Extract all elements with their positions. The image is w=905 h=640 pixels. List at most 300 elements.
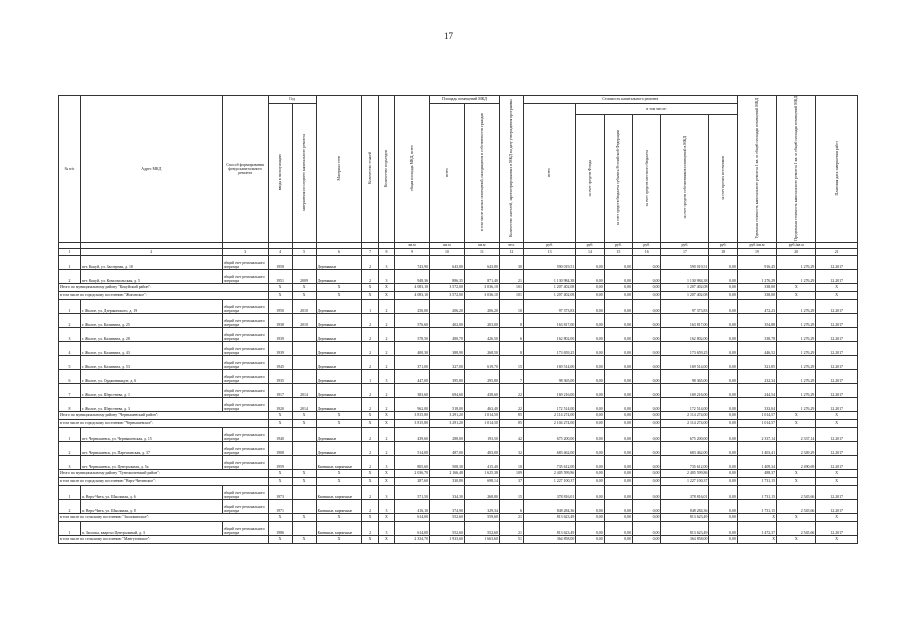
table-cell: 0,00	[709, 356, 737, 370]
summary-cell: X	[816, 536, 858, 544]
summary-cell: 364 858,00	[523, 536, 575, 544]
column-number-cell: 7	[362, 249, 378, 256]
table-cell: 3	[378, 370, 394, 384]
summary-row	[59, 536, 858, 544]
table-cell: 42	[499, 428, 523, 442]
summary-cell: 559,60	[464, 514, 499, 522]
table-cell: 0,00	[604, 428, 632, 442]
table-cell: общий счет регионального оператора	[222, 486, 268, 500]
table-cell: общий счет регионального оператора	[222, 456, 268, 470]
column-number-cell: 12	[499, 249, 523, 256]
table-row	[59, 384, 858, 398]
summary-cell: 0,00	[576, 514, 604, 522]
table-cell: 694,60	[430, 384, 465, 398]
summary-cell: X	[316, 284, 362, 292]
table-cell: 614,00	[395, 522, 430, 536]
table-cell: 683 462,00	[661, 442, 709, 456]
summary-cell: 3 572,00	[430, 284, 465, 292]
column-numbers-row	[59, 249, 858, 256]
table-cell: 0,00	[576, 486, 604, 500]
table-cell	[292, 486, 316, 500]
summary-cell: X	[816, 514, 858, 522]
table-cell: 12.2017	[816, 522, 858, 536]
table-cell: 1986	[268, 522, 292, 536]
summary-cell: 3 572,00	[430, 292, 465, 300]
table-cell: 173 659,25	[523, 342, 575, 356]
summary-cell: 0,00	[604, 412, 632, 420]
table-cell: Деревянные	[316, 328, 362, 342]
table-cell: 2	[378, 342, 394, 356]
table-cell: Каменные, кирпичные	[316, 522, 362, 536]
table-cell: 1908	[268, 442, 292, 456]
summary-cell: X	[316, 478, 362, 486]
table-cell: 0,00	[604, 328, 632, 342]
summary-cell: 0,00	[604, 420, 632, 428]
table-cell: 12.2017	[816, 398, 858, 412]
table-cell: 0,00	[576, 456, 604, 470]
table-cell: 0,00	[604, 270, 632, 284]
table-cell: г. Жилое, ул. Шерстнева, д. 1	[80, 384, 222, 398]
summary-cell: X	[316, 292, 362, 300]
column-number-cell: 14	[576, 249, 604, 256]
summary-row	[59, 412, 858, 420]
table-cell: 735 612,00	[523, 456, 575, 470]
table-cell: 2 337,14	[777, 428, 816, 442]
table-cell: 0,00	[633, 370, 661, 384]
table-cell: 0,00	[709, 428, 737, 442]
table-cell: 2	[362, 500, 378, 514]
summary-label: в том числе по городскому поселению "Верх-Читинское":	[59, 478, 269, 486]
table-cell: 4	[59, 342, 81, 356]
table-cell: Деревянные	[316, 384, 362, 398]
table-row	[59, 356, 858, 370]
table-cell	[292, 256, 316, 270]
summary-cell: 3 036,10	[464, 284, 499, 292]
table-cell: 2	[378, 300, 394, 314]
table-cell	[292, 500, 316, 514]
table-cell: 0,00	[709, 314, 737, 328]
table-row	[59, 314, 858, 328]
summary-cell: 1 207 402,08	[661, 292, 709, 300]
summary-cell: X	[378, 470, 394, 478]
column-number-cell: 6	[316, 249, 362, 256]
summary-cell: 0,00	[633, 478, 661, 486]
summary-cell: X	[292, 420, 316, 428]
table-cell: 0,00	[633, 428, 661, 442]
table-cell: пгт. Чернышевск, ул. Чернышевская, д. 15	[80, 428, 222, 442]
table-cell: 173 659,25	[661, 342, 709, 356]
table-cell: 6	[499, 500, 523, 514]
table-cell: 162 802,00	[523, 328, 575, 342]
table-cell: 1945	[268, 356, 292, 370]
table-cell: общий счет регионального оператора	[222, 356, 268, 370]
table-cell: 2	[362, 428, 378, 442]
table-cell: 2	[378, 314, 394, 328]
table-cell: 206,20	[464, 300, 499, 314]
unit-cell: руб.	[661, 243, 709, 249]
summary-cell: 0,00	[604, 536, 632, 544]
summary-cell: X	[292, 292, 316, 300]
table-cell: 438,60	[464, 384, 499, 398]
table-cell: 1958	[268, 256, 292, 270]
table-cell: 172 514,00	[523, 398, 575, 412]
table-cell: 439,60	[395, 428, 430, 442]
summary-cell: 0,00	[633, 536, 661, 544]
summary-cell: X	[316, 514, 362, 522]
table-cell: 1939	[268, 342, 292, 356]
header-year-repair: завершения последнего капитального ремонта	[292, 104, 316, 243]
table-cell: 0,00	[709, 522, 737, 536]
table-cell: 1 276,29	[777, 356, 816, 370]
summary-cell: 0,00	[604, 514, 632, 522]
table-cell: 590 019,51	[523, 256, 575, 270]
summary-cell: 552,60	[430, 514, 465, 522]
table-cell: 552,60	[464, 522, 499, 536]
table-cell: 0,00	[604, 300, 632, 314]
table-cell: 2	[362, 456, 378, 470]
summary-cell: 0,00	[709, 412, 737, 420]
summary-row	[59, 470, 858, 478]
table-cell: 463,40	[464, 398, 499, 412]
summary-cell: X	[378, 412, 394, 420]
table-cell: 2014	[292, 384, 316, 398]
summary-cell: 0,00	[709, 420, 737, 428]
table-cell: 1	[59, 522, 81, 536]
summary-row	[59, 478, 858, 486]
summary-cell: 0,00	[633, 514, 661, 522]
table-cell: 0,00	[633, 256, 661, 270]
summary-cell: 2 036,70	[395, 470, 430, 478]
table-cell: 378 816,01	[523, 486, 575, 500]
table-cell: 552,60	[430, 522, 465, 536]
table-cell: 203,00	[464, 314, 499, 328]
summary-cell: 614,00	[395, 514, 430, 522]
summary-cell: 2 114 274,00	[661, 420, 709, 428]
table-cell: 0,00	[709, 370, 737, 384]
header-floors: Количество этажей	[362, 96, 378, 243]
unit-cell: руб./кв.м	[737, 243, 776, 249]
table-cell: 334,30	[430, 486, 465, 500]
summary-cell: 813 623,49	[523, 514, 575, 522]
summary-cell: 0,00	[633, 412, 661, 420]
table-cell: 1 130 984,38	[661, 270, 709, 284]
summary-cell: X	[816, 470, 858, 478]
summary-cell: 1 207 402,08	[661, 284, 709, 292]
summary-cell: X	[777, 536, 816, 544]
table-cell: 0,00	[633, 384, 661, 398]
summary-cell: X	[268, 514, 292, 522]
table-cell: 3	[59, 456, 81, 470]
table-cell: 1 276,29	[777, 314, 816, 328]
column-number-cell: 15	[604, 249, 632, 256]
summary-cell: 1 731,15	[737, 478, 776, 486]
summary-cell: X	[292, 470, 316, 478]
table-cell: 2 545,66	[777, 500, 816, 514]
table-cell: Деревянные	[316, 300, 362, 314]
table-cell: 206,20	[430, 300, 465, 314]
table-cell: 12.2017	[816, 256, 858, 270]
summary-cell: X	[362, 514, 378, 522]
table-cell: 415,40	[464, 456, 499, 470]
table-cell: 3	[59, 328, 81, 342]
table-cell: 12.2017	[816, 342, 858, 356]
table-cell: 0,00	[633, 270, 661, 284]
table-cell: 0,00	[633, 456, 661, 470]
table-cell: 2	[378, 356, 394, 370]
table-cell: 1	[362, 300, 378, 314]
table-cell: г. Жилое, ул. Калинина, д. 28	[80, 328, 222, 342]
summary-cell: 2 104 274,00	[523, 420, 575, 428]
table-cell: 163 817,00	[661, 314, 709, 328]
summary-cell: 0,00	[709, 478, 737, 486]
table-cell: 3	[378, 456, 394, 470]
summary-cell: 0,00	[576, 478, 604, 486]
table-cell: 193,50	[464, 428, 499, 442]
table-cell: 578,50	[395, 328, 430, 342]
table-cell: 508,30	[430, 456, 465, 470]
table-cell: 0,00	[633, 522, 661, 536]
table-cell: 0,00	[633, 398, 661, 412]
header-other: за счет прочих источников	[709, 115, 737, 243]
summary-cell: 0,00	[576, 292, 604, 300]
table-cell: 886,35	[430, 270, 465, 284]
table-cell: Каменные, кирпичные	[316, 500, 362, 514]
table-row	[59, 370, 858, 384]
table-row	[59, 522, 858, 536]
summary-cell: 0,00	[633, 284, 661, 292]
table-cell: 403,00	[464, 442, 499, 456]
table-cell: 1 276,29	[777, 256, 816, 270]
table-cell: 374,90	[430, 500, 465, 514]
table-cell: 1950	[268, 300, 292, 314]
table-cell: 743,90	[395, 256, 430, 270]
table-cell: 12.2017	[816, 456, 858, 470]
table-cell: 354,88	[737, 314, 776, 328]
table-cell: 169 216,00	[661, 384, 709, 398]
summary-cell: 3 815,80	[395, 420, 430, 428]
table-cell: общий счет регионального оператора	[222, 270, 268, 284]
table-cell: пгт. Чернышевск, ул. Центральная, д. 5а	[80, 456, 222, 470]
column-number-cell: 17	[661, 249, 709, 256]
table-cell: 2	[378, 428, 394, 442]
table-cell: 321,85	[737, 356, 776, 370]
table-cell: 288,00	[430, 428, 465, 442]
summary-cell: 51	[499, 536, 523, 544]
table-row	[59, 500, 858, 514]
summary-cell: X	[316, 470, 362, 478]
table-cell: 1 472,37	[737, 522, 776, 536]
header-area-group: Площадь помещений МКД	[430, 96, 500, 104]
summary-cell: X	[268, 478, 292, 486]
table-cell: 1 130 984,38	[523, 270, 575, 284]
table-cell: 0,00	[709, 398, 737, 412]
table-cell: 1940	[268, 428, 292, 442]
table-cell: 383,60	[395, 384, 430, 398]
summary-cell: 287,60	[395, 478, 430, 486]
table-cell: пгт. Чернышевск, ул. Партизанская, д. 37	[80, 442, 222, 456]
table-cell: 0,00	[576, 500, 604, 514]
table-cell: 0,00	[576, 342, 604, 356]
table-cell: г. Жилое, ул. Калинина, д. 53	[80, 356, 222, 370]
summary-label: в том числе по сельскому поселению "Засопкинское":	[59, 514, 269, 522]
table-cell: общий счет регионального оператора	[222, 428, 268, 442]
table-cell: 619,70	[464, 356, 499, 370]
table-cell: 0,00	[576, 442, 604, 456]
summary-cell: 0,00	[604, 284, 632, 292]
header-year-group: Год	[268, 96, 316, 104]
table-cell: 0,00	[633, 342, 661, 356]
summary-cell: X	[362, 284, 378, 292]
table-cell: 1951	[268, 270, 292, 284]
table-cell: п. Верх-Чита, ул. Школьная, д. 6	[80, 486, 222, 500]
table-cell: пгт. Кокуй, ул. Заозерная, д. 18	[80, 256, 222, 270]
column-number-cell: 10	[430, 249, 465, 256]
table-cell: 172 514,00	[661, 398, 709, 412]
table-cell: общий счет регионального оператора	[222, 500, 268, 514]
summary-cell: X	[362, 478, 378, 486]
summary-row	[59, 292, 858, 300]
table-cell: 12.2017	[816, 328, 858, 342]
column-number-cell: 20	[777, 249, 816, 256]
table-cell: 12.2017	[816, 428, 858, 442]
summary-cell: X	[777, 514, 816, 522]
table-cell: 169 216,00	[523, 384, 575, 398]
table-cell: пгт. Кокуй, ул. Комсомольская, д. 5	[80, 270, 222, 284]
summary-cell: 85	[499, 420, 523, 428]
unit-cell: руб.	[576, 243, 604, 249]
header-local: за счет средств местного бюджета	[633, 115, 661, 243]
table-cell: 514,00	[395, 442, 430, 456]
table-cell: 30	[499, 256, 523, 270]
header-no: № п/п	[59, 96, 81, 243]
summary-cell: 2 405 599,86	[661, 470, 709, 478]
table-cell: 0,00	[709, 300, 737, 314]
header-wall-material: Материал стен	[316, 96, 362, 243]
summary-cell: X	[816, 412, 858, 420]
table-cell: 12.2017	[816, 356, 858, 370]
summary-cell: 2 114 274,00	[523, 412, 575, 420]
summary-cell: 1 227 100,37	[661, 478, 709, 486]
table-cell: 848 284,36	[661, 500, 709, 514]
summary-cell: X	[816, 478, 858, 486]
table-cell: 2 349,29	[777, 442, 816, 456]
table-cell: 2	[362, 486, 378, 500]
table-cell: общий счет регионального оператора	[222, 256, 268, 270]
table-cell: 0,00	[604, 456, 632, 470]
table-cell: 0,00	[604, 342, 632, 356]
summary-cell: X	[737, 536, 776, 544]
table-row	[59, 300, 858, 314]
table-cell: 0,00	[633, 356, 661, 370]
summary-cell: X	[362, 412, 378, 420]
summary-row	[59, 284, 858, 292]
table-cell: 2	[378, 384, 394, 398]
summary-cell: X	[777, 412, 816, 420]
table-cell: общий счет регионального оператора	[222, 342, 268, 356]
table-cell: Деревянные	[316, 342, 362, 356]
table-cell: 15	[499, 486, 523, 500]
table-cell: 1939	[268, 328, 292, 342]
summary-cell: 0,00	[576, 536, 604, 544]
header-area-residential: в том числе жилых помещений, находящихся в собственности граждан	[464, 104, 499, 243]
summary-label: в том числе по сельскому поселению "Мангутинское":	[59, 536, 269, 544]
summary-cell: 85	[499, 412, 523, 420]
header-entrances: Количество подъездов	[378, 96, 394, 243]
summary-cell: X	[777, 284, 816, 292]
table-cell: 97 373,83	[523, 300, 575, 314]
table-cell: 0,00	[576, 270, 604, 284]
table-cell	[292, 328, 316, 342]
table-cell: 426,50	[464, 328, 499, 342]
table-cell: 948,36	[395, 270, 430, 284]
table-cell: 446,52	[737, 342, 776, 356]
table-cell: общий счет регионального оператора	[222, 522, 268, 536]
table-row	[59, 270, 858, 284]
header-unit-cost: Удельная стоимость капитального ремонта 1 кв. м общей площади помещений МКД	[737, 96, 776, 243]
header-plan-date: Плановая дата завершения работ	[816, 96, 858, 243]
table-cell: 12.2017	[816, 314, 858, 328]
header-region: за счет средств бюджета субъекта Российской Федерации	[604, 115, 632, 243]
summary-cell: 0,00	[633, 420, 661, 428]
table-row	[59, 428, 858, 442]
summary-cell: X	[268, 470, 292, 478]
table-cell: 916,45	[737, 256, 776, 270]
summary-cell: 0,00	[633, 292, 661, 300]
unit-cell: руб.	[633, 243, 661, 249]
summary-cell: X	[362, 420, 378, 428]
table-cell: 0,00	[633, 500, 661, 514]
table-cell: 400,30	[395, 342, 430, 356]
summary-cell: X	[777, 420, 816, 428]
table-cell: 2	[362, 442, 378, 456]
summary-cell: 0,00	[576, 284, 604, 292]
summary-cell: X	[292, 478, 316, 486]
summary-cell: 338,00	[737, 284, 776, 292]
table-cell: 1 276,29	[777, 398, 816, 412]
table-cell: 338,78	[737, 328, 776, 342]
unit-cell: кв.м	[464, 243, 499, 249]
table-cell: 8	[499, 342, 523, 356]
table-cell: 8	[59, 398, 81, 412]
table-cell: 0,00	[576, 522, 604, 536]
summary-cell: 0,00	[709, 470, 737, 478]
table-cell: 447,00	[395, 370, 430, 384]
column-number-cell: 11	[464, 249, 499, 256]
table-cell: 0,00	[576, 328, 604, 342]
table-cell: 1 276,29	[737, 270, 776, 284]
summary-cell: 21	[499, 514, 523, 522]
table-cell: 2010	[292, 314, 316, 328]
summary-cell: X	[378, 292, 394, 300]
table-cell: 402,00	[430, 314, 465, 328]
table-cell: Деревянные	[316, 398, 362, 412]
table-cell: 395,80	[430, 370, 465, 384]
summary-cell: X	[378, 514, 394, 522]
table-cell: общий счет регионального оператора	[222, 384, 268, 398]
summary-cell: 1 207 402,08	[523, 292, 575, 300]
summary-cell: 1 014,57	[737, 412, 776, 420]
table-cell: 5	[59, 356, 81, 370]
table-row	[59, 442, 858, 456]
table-cell: п. Верх-Чита, ул. Школьная, д. 8	[80, 500, 222, 514]
summary-cell: 37	[499, 478, 523, 486]
table-row	[59, 456, 858, 470]
table-cell: 848 284,36	[523, 500, 575, 514]
summary-cell: X	[268, 412, 292, 420]
table-cell: 388,90	[430, 342, 465, 356]
summary-cell: 0,00	[576, 420, 604, 428]
table-cell: 2	[362, 342, 378, 356]
